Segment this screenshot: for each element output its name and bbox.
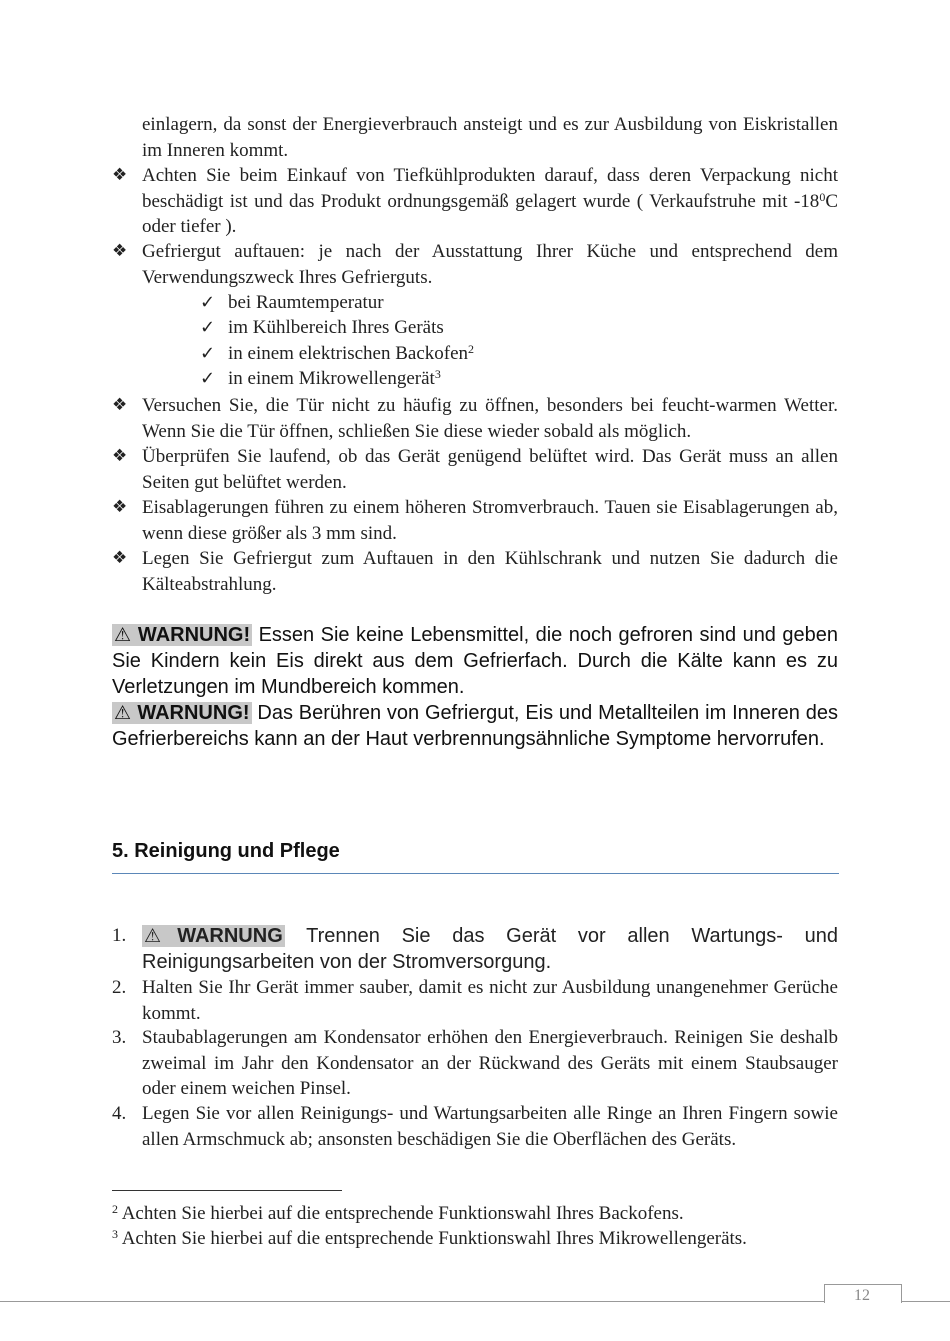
footnote-ref: 3: [434, 367, 441, 381]
numbered-step: 4. Legen Sie vor allen Reinigungs- und Wartungsarbeiten alle Ringe an Ihren Fingern sowie allen Armschmuck ab; ansonsten beschädigen Sie die Oberflächen des Geräts.: [112, 1103, 838, 1150]
numbered-step: 2. Halten Sie Ihr Gerät immer sauber, damit es nicht zur Ausbildung unangenehmer Gerüche kommt.: [112, 977, 838, 1024]
warning-block: ⚠ WARNUNG! Das Berühren von Gefriergut, Eis und Metallteilen im Inneren des Gefrierbereichs kann an der Haut verbrennungsähnliche Symptome hervorrufen.: [112, 702, 838, 750]
warning-label: ⚠WARNUNG: [144, 925, 283, 947]
bullet-item: ❖ Achten Sie beim Einkauf von Tiefkühlprodukten darauf, dass deren Verpackung nicht beschädigt ist und das Produkt ordnungsgemäß gelagert wurde ( Verkaufstruhe mit $-18^0C$ oder tiefer ).: [112, 165, 838, 237]
heading-underline: [112, 873, 839, 874]
check-item: ✓ im Kühlbereich Ihres Geräts: [200, 315, 444, 341]
numbered-step: 1. ⚠WARNUNG Trennen Sie das Gerät vor allen Wartungs- und Reinigungsarbeiten von der Stromversorgung.: [112, 925, 838, 973]
warning-block: ⚠ WARNUNG! Essen Sie keine Lebensmittel, die noch gefroren sind und geben Sie Kindern kein Eis direkt aus dem Gefrierfach. Durch die Kälte kann es zu Verletzungen im Mundbereich kommen.: [112, 624, 838, 698]
section-heading: 5. Reinigung und Pflege: [112, 840, 340, 862]
diamond-bullet-icon: ❖: [112, 446, 128, 466]
footnote: $^3$ Achten Sie hierbei auf die entsprechende Funktionswahl Ihres Mikrowellengeräts.: [112, 1227, 747, 1249]
numbered-step: 3. Staubablagerungen am Kondensator erhöhen den Energieverbrauch. Reinigen Sie deshalb zweimal im Jahr den Kondensator an der Rückwand des Geräts mit einem Staubsauger oder einem weichen Pinsel.: [112, 1027, 838, 1099]
warning-icon: ⚠: [114, 624, 132, 646]
bullet-item: ❖ Versuchen Sie, die Tür nicht zu häufig zu öffnen, besonders bei feucht-warmen Wetter. Wenn Sie die Tür öffnen, schließen Sie diese wieder sobald als möglich.: [112, 395, 838, 442]
checkmark-icon: ✓: [200, 368, 216, 389]
warning-label: ⚠ WARNUNG!: [114, 702, 250, 724]
checkmark-icon: ✓: [200, 292, 216, 313]
check-item: ✓ in einem elektrischen Backofen$^2$: [200, 341, 474, 367]
diamond-bullet-icon: ❖: [112, 548, 128, 568]
footer-rule: [0, 1301, 950, 1302]
checkmark-icon: ✓: [200, 317, 216, 338]
checkmark-icon: ✓: [200, 343, 216, 364]
footnote: $^2$ Achten Sie hierbei auf die entsprechende Funktionswahl Ihres Backofens.: [112, 1202, 684, 1224]
diamond-bullet-icon: ❖: [112, 497, 128, 517]
footnote-separator: [112, 1190, 342, 1191]
check-item: ✓ bei Raumtemperatur: [200, 290, 384, 316]
warning-icon: ⚠: [144, 925, 178, 947]
diamond-bullet-icon: ❖: [112, 165, 128, 185]
footnote-ref: 2: [468, 342, 475, 356]
check-item: ✓ in einem Mikrowellengerät$^3$: [200, 366, 441, 392]
page-number: 12: [854, 1287, 870, 1304]
bullet-item: ❖ Legen Sie Gefriergut zum Auftauen in den Kühlschrank und nutzen Sie dadurch die Kälteabstrahlung.: [112, 548, 838, 595]
intro-continuation: einlagern, da sonst der Energieverbrauch ansteigt und es zur Ausbildung von Eiskristallen im Inneren kommt.: [142, 114, 838, 161]
diamond-bullet-icon: ❖: [112, 395, 128, 415]
warning-label: ⚠ WARNUNG!: [114, 624, 251, 646]
warning-icon: ⚠: [114, 702, 132, 724]
bullet-item: ❖ Gefriergut auftauen: je nach der Ausstattung Ihrer Küche und entsprechend dem Verwendungszweck Ihres Gefrierguts.: [112, 241, 838, 288]
bullet-item: ❖ Eisablagerungen führen zu einem höheren Stromverbrauch. Tauen sie Eisablagerungen ab, wenn diese größer als 3 mm sind.: [112, 497, 838, 544]
diamond-bullet-icon: ❖: [112, 241, 128, 261]
bullet-item: ❖ Überprüfen Sie laufend, ob das Gerät genügend belüftet wird. Das Gerät muss an allen Seiten gut belüftet werden.: [112, 446, 838, 493]
